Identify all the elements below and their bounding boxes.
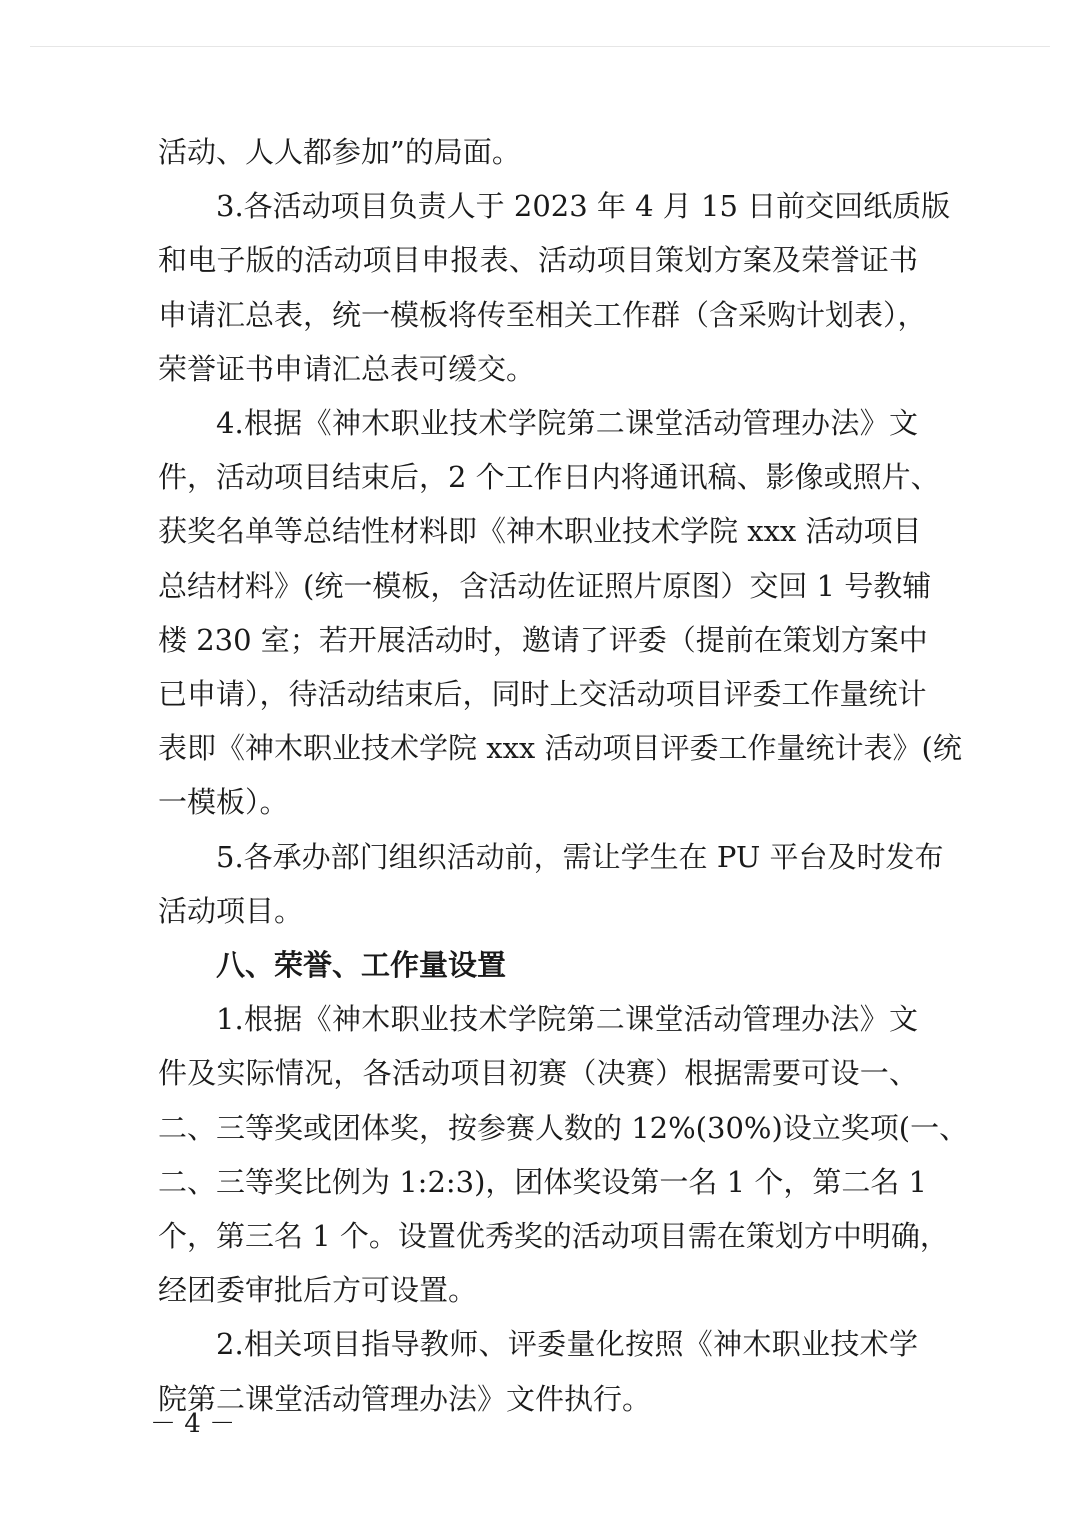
paragraph-line: 5.各承办部门组织活动前，需让学生在 PU 平台及时发布 — [216, 840, 944, 874]
paragraph-line: 活动项目。 — [158, 894, 304, 928]
paragraph-line: 件及实际情况，各活动项目初赛（决赛）根据需要可设一、 — [158, 1056, 918, 1090]
paragraph-line: 获奖名单等总结性材料即《神木职业技术学院 xxx 活动项目 — [158, 514, 922, 548]
paragraph-line: 楼 230 室；若开展活动时，邀请了评委（提前在策划方案中 — [158, 623, 928, 657]
paragraph-line: 总结材料》(统一模板，含活动佐证照片原图）交回 1 号教辅 — [158, 569, 932, 603]
paragraph-line: 一模板）。 — [158, 785, 289, 819]
paragraph-line: 申请汇总表，统一模板将传至相关工作群（含采购计划表）， — [158, 298, 927, 332]
paragraph-line: 院第二课堂活动管理办法》文件执行。 — [158, 1382, 652, 1416]
paragraph-line: 已申请），待活动结束后，同时上交活动项目评委工作量统计 — [158, 677, 927, 711]
paragraph-line: 二、三等奖比例为 1:2:3)，团体奖设第一名 1 个，第二名 1 — [158, 1165, 927, 1199]
paragraph-line: 和电子版的活动项目申报表、活动项目策划方案及荣誉证书 — [158, 243, 918, 277]
paragraph-line: 个，第三名 1 个。设置优秀奖的活动项目需在策划方中明确， — [158, 1219, 949, 1253]
paragraph-line: 表即《神木职业技术学院 xxx 活动项目评委工作量统计表》(统 — [158, 731, 962, 765]
paragraph-line: 活动、人人都参加”的局面。 — [158, 135, 521, 169]
paragraph-line: 3.各活动项目负责人于 2023 年 4 月 15 日前交回纸质版 — [216, 189, 951, 223]
paragraph-line: 2.相关项目指导教师、评委量化按照《神木职业技术学 — [216, 1327, 918, 1361]
paragraph-line: 经团委审批后方可设置。 — [158, 1273, 478, 1307]
page-number: － 4 － — [150, 1409, 236, 1439]
paragraph-line: 1.根据《神木职业技术学院第二课堂活动管理办法》文 — [216, 1002, 918, 1036]
page-top-rule — [30, 46, 1050, 47]
paragraph-line: 荣誉证书申请汇总表可缓交。 — [158, 352, 536, 386]
paragraph-line: 4.根据《神木职业技术学院第二课堂活动管理办法》文 — [216, 406, 918, 440]
paragraph-line: 件，活动项目结束后，2 个工作日内将通讯稿、影像或照片、 — [158, 460, 940, 494]
section-heading: 八、荣誉、工作量设置 — [216, 948, 507, 982]
paragraph-line: 二、三等奖或团体奖，按参赛人数的 12%(30%)设立奖项(一、 — [158, 1111, 969, 1145]
